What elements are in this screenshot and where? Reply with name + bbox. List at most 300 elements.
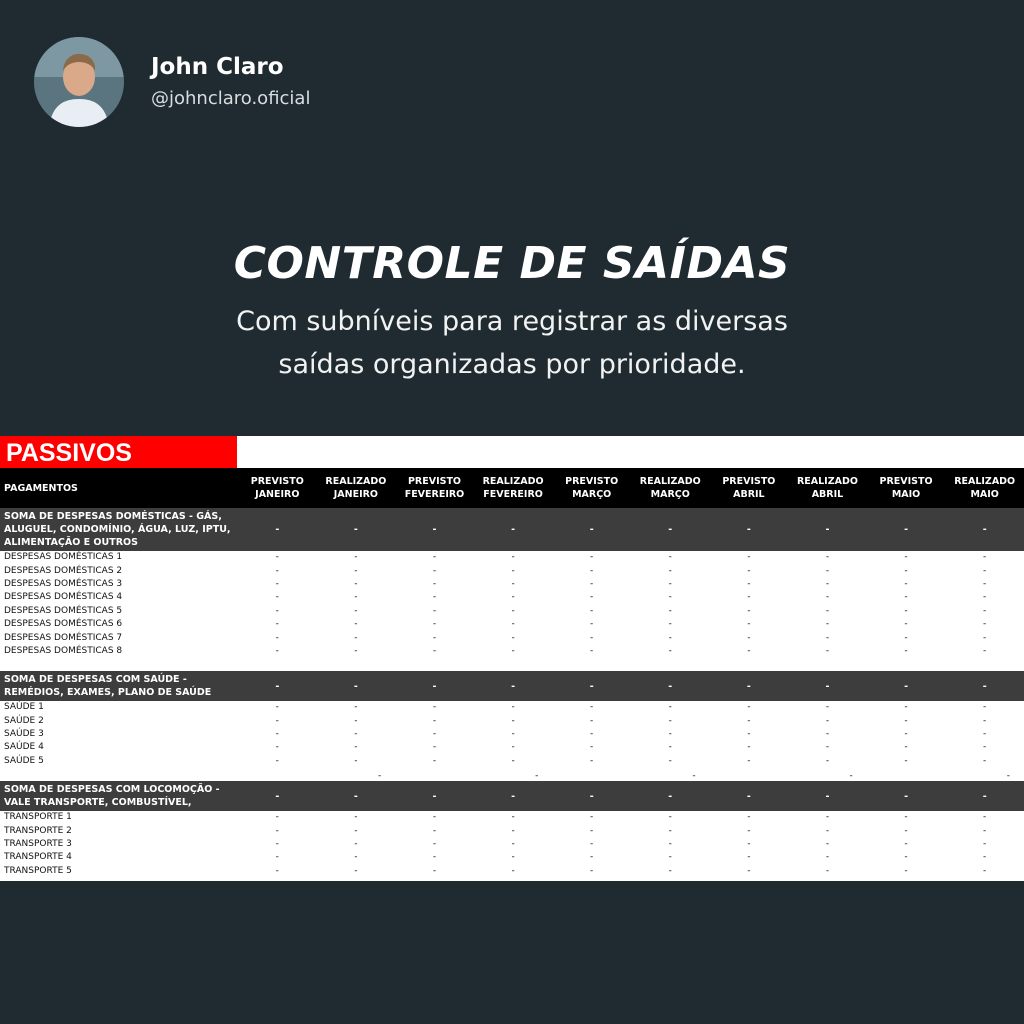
table-cell[interactable]: - <box>747 839 751 850</box>
table-cell[interactable]: - <box>354 605 358 616</box>
table-cell[interactable]: - <box>511 715 515 726</box>
sum-cell[interactable]: - <box>746 680 751 692</box>
table-row[interactable] <box>0 715 1024 728</box>
table-cell[interactable]: - <box>668 852 672 863</box>
table-cell[interactable]: - <box>354 592 358 603</box>
table-cell[interactable]: - <box>275 619 279 630</box>
spacer-cell <box>945 658 1024 671</box>
table-cell[interactable]: - <box>590 865 594 876</box>
table-cell[interactable]: - <box>275 812 279 823</box>
avatar <box>34 37 124 127</box>
table-cell[interactable]: - <box>511 865 515 876</box>
table-row[interactable] <box>0 551 1024 564</box>
table-cell[interactable]: - <box>354 812 358 823</box>
page-subtitle <box>0 300 1024 386</box>
sum-cell[interactable]: - <box>275 680 280 692</box>
sum-cell[interactable]: - <box>668 790 673 802</box>
table-row[interactable] <box>0 755 1024 768</box>
sum-cell[interactable]: - <box>982 790 987 802</box>
column-header: REALIZADO JANEIRO <box>325 476 387 500</box>
table-cell[interactable]: - <box>904 552 908 563</box>
table-row[interactable] <box>0 645 1024 658</box>
table-body <box>0 508 1024 878</box>
spacer-cell <box>395 658 474 671</box>
table-cell[interactable]: - <box>825 565 830 576</box>
table-cell[interactable]: - <box>275 755 279 766</box>
table-cell[interactable]: - <box>432 702 437 713</box>
table-cell[interactable]: - <box>825 839 830 850</box>
spacer-cell <box>710 658 789 671</box>
table-cell[interactable]: - <box>590 742 594 753</box>
table-cell[interactable]: - <box>747 825 751 836</box>
table-row[interactable] <box>0 591 1024 604</box>
profile-name: John Claro <box>151 54 284 80</box>
table-cell[interactable]: - <box>983 812 987 823</box>
table-cell[interactable]: - <box>275 565 279 576</box>
table-cell[interactable]: - <box>904 812 908 823</box>
table-cell[interactable]: - <box>275 702 279 713</box>
sum-row[interactable] <box>0 671 1024 701</box>
header-row <box>0 468 1024 508</box>
sum-cell[interactable]: - <box>353 524 358 535</box>
column-header: PREVISTO MARÇO <box>565 476 619 500</box>
table-cell[interactable]: - <box>983 619 987 630</box>
table-cell[interactable]: - <box>904 645 908 656</box>
row-label: SAÚDE 2 <box>4 715 44 726</box>
table-cell[interactable]: - <box>747 632 751 643</box>
table-cell[interactable]: - <box>590 592 594 603</box>
table-cell[interactable]: - <box>825 592 830 603</box>
row-label: DESPESAS DOMÉSTICAS 3 <box>4 578 123 589</box>
spacer-cell <box>0 768 238 781</box>
spacer-cell: - <box>692 771 696 782</box>
column-header: REALIZADO MARÇO <box>639 476 701 500</box>
spacer-cell <box>867 768 946 781</box>
table-row[interactable] <box>0 824 1024 837</box>
table-cell[interactable]: - <box>432 865 437 876</box>
sum-cell[interactable]: - <box>511 790 516 802</box>
table-cell[interactable]: - <box>511 632 515 643</box>
table-cell[interactable]: - <box>747 865 751 876</box>
table-cell[interactable]: - <box>590 632 594 643</box>
table-cell[interactable]: - <box>983 729 987 740</box>
table-cell[interactable]: - <box>747 812 751 823</box>
table-cell[interactable]: - <box>275 578 279 589</box>
row-label: TRANSPORTE 5 <box>4 865 72 876</box>
table-cell[interactable]: - <box>511 825 515 836</box>
table-row[interactable] <box>0 811 1024 824</box>
table-row[interactable] <box>0 631 1024 644</box>
spreadsheet <box>0 436 1024 881</box>
expenses-table <box>0 468 1024 878</box>
table-cell[interactable]: - <box>904 578 908 589</box>
row-label: SAÚDE 4 <box>4 742 44 753</box>
table-cell[interactable]: - <box>747 552 751 563</box>
table-cell[interactable]: - <box>668 755 672 766</box>
profile-handle: @johnclaro.oficial <box>151 88 311 109</box>
table-cell[interactable]: - <box>275 552 279 563</box>
table-cell[interactable]: - <box>747 715 751 726</box>
table-cell[interactable]: - <box>354 552 358 563</box>
table-cell[interactable]: - <box>747 592 751 603</box>
table-cell[interactable]: - <box>590 852 594 863</box>
table-cell[interactable]: - <box>511 578 515 589</box>
table-cell[interactable]: - <box>511 619 515 630</box>
sum-row[interactable] <box>0 508 1024 551</box>
sum-cell[interactable]: - <box>825 524 830 535</box>
table-row[interactable] <box>0 578 1024 591</box>
column-header: REALIZADO ABRIL <box>796 476 858 500</box>
table-cell[interactable]: - <box>825 812 830 823</box>
table-cell[interactable]: - <box>590 812 594 823</box>
table-cell[interactable]: - <box>668 839 672 850</box>
table-cell[interactable]: - <box>354 839 358 850</box>
table-cell[interactable]: - <box>590 715 594 726</box>
row-label: SAÚDE 5 <box>4 755 44 766</box>
table-cell[interactable]: - <box>275 865 279 876</box>
table-cell[interactable]: - <box>511 755 515 766</box>
table-cell[interactable]: - <box>668 565 672 576</box>
table-cell[interactable]: - <box>983 565 987 576</box>
table-cell[interactable]: - <box>983 865 987 876</box>
table-cell[interactable]: - <box>354 852 358 863</box>
table-cell[interactable]: - <box>983 645 987 656</box>
table-cell[interactable]: - <box>983 632 987 643</box>
table-cell[interactable]: - <box>668 865 672 876</box>
table-cell[interactable]: - <box>983 552 987 563</box>
table-cell[interactable]: - <box>275 645 279 656</box>
sum-cell[interactable]: - <box>511 680 516 692</box>
table-cell[interactable]: - <box>983 605 987 616</box>
table-cell[interactable]: - <box>590 605 594 616</box>
table-row[interactable] <box>0 618 1024 631</box>
table-cell[interactable]: - <box>668 605 672 616</box>
table-row[interactable] <box>0 728 1024 741</box>
sum-cell[interactable]: - <box>668 524 673 535</box>
table-cell[interactable]: - <box>432 619 437 630</box>
table-cell[interactable]: - <box>354 755 358 766</box>
table-cell[interactable]: - <box>747 852 751 863</box>
table-cell[interactable]: - <box>825 852 830 863</box>
table-row[interactable] <box>0 701 1024 714</box>
sum-cell[interactable]: - <box>589 524 594 535</box>
sum-cell[interactable]: - <box>982 524 987 535</box>
row-label: DESPESAS DOMÉSTICAS 5 <box>4 605 123 616</box>
table-cell[interactable]: - <box>432 632 437 643</box>
spacer-cell: - <box>1006 771 1010 782</box>
table-cell[interactable]: - <box>983 592 987 603</box>
spacer-cell <box>867 658 946 671</box>
table-cell[interactable]: - <box>904 702 908 713</box>
spacer-cell <box>788 658 867 671</box>
sum-cell[interactable]: - <box>746 524 751 535</box>
table-cell[interactable]: - <box>825 552 830 563</box>
spacer-cell <box>395 768 474 781</box>
table-cell[interactable]: - <box>432 715 437 726</box>
table-cell[interactable]: - <box>983 715 987 726</box>
table-cell[interactable]: - <box>825 865 830 876</box>
row-label: SAÚDE 1 <box>4 702 44 713</box>
table-cell[interactable]: - <box>983 852 987 863</box>
table-cell[interactable]: - <box>275 715 279 726</box>
table-cell[interactable]: - <box>511 605 515 616</box>
table-cell[interactable]: - <box>825 619 830 630</box>
table-cell[interactable]: - <box>904 865 908 876</box>
table-row[interactable] <box>0 865 1024 878</box>
table-cell[interactable]: - <box>825 729 830 740</box>
table-cell[interactable]: - <box>747 702 751 713</box>
table-cell[interactable]: - <box>511 592 515 603</box>
spacer-cell <box>552 658 631 671</box>
table-cell[interactable]: - <box>904 755 908 766</box>
table-cell[interactable]: - <box>432 552 437 563</box>
table-cell[interactable]: - <box>904 605 908 616</box>
table-cell[interactable]: - <box>904 592 908 603</box>
table-cell[interactable]: - <box>432 742 437 753</box>
column-header: PREVISTO ABRIL <box>722 476 776 500</box>
table-cell[interactable]: - <box>432 755 437 766</box>
row-label: DESPESAS DOMÉSTICAS 6 <box>4 619 123 630</box>
table-cell[interactable]: - <box>590 552 594 563</box>
column-header: PREVISTO FEVEREIRO <box>404 476 465 500</box>
spacer-cell <box>631 658 710 671</box>
row-label: TRANSPORTE 2 <box>4 825 72 836</box>
table-cell[interactable]: - <box>590 645 594 656</box>
column-header: REALIZADO MAIO <box>954 476 1016 500</box>
table-cell[interactable]: - <box>747 565 751 576</box>
table-cell[interactable]: - <box>354 702 358 713</box>
table-row[interactable] <box>0 564 1024 577</box>
spacer-row <box>0 658 1024 671</box>
sum-cell[interactable]: - <box>904 790 909 802</box>
table-row[interactable] <box>0 851 1024 864</box>
table-cell[interactable]: - <box>590 702 594 713</box>
table-cell[interactable]: - <box>825 755 830 766</box>
row-label: DESPESAS DOMÉSTICAS 4 <box>4 592 123 603</box>
sum-cell[interactable]: - <box>432 524 437 535</box>
table-cell[interactable]: - <box>904 825 908 836</box>
table-cell[interactable]: - <box>747 729 751 740</box>
spacer-row <box>0 768 1024 781</box>
profile <box>34 37 310 127</box>
column-header: PREVISTO JANEIRO <box>250 476 304 500</box>
table-cell[interactable]: - <box>668 825 672 836</box>
table-row[interactable] <box>0 605 1024 618</box>
table-cell[interactable]: - <box>825 632 830 643</box>
spacer-cell <box>474 658 553 671</box>
table-cell[interactable]: - <box>511 852 515 863</box>
table-cell[interactable]: - <box>354 578 358 589</box>
sum-cell[interactable]: - <box>589 680 594 692</box>
table-cell[interactable]: - <box>590 565 594 576</box>
table-cell[interactable]: - <box>275 825 279 836</box>
table-cell[interactable]: - <box>432 605 437 616</box>
sheet-title: PASSIVOS <box>0 436 237 468</box>
table-cell[interactable]: - <box>432 565 437 576</box>
sum-cell[interactable]: - <box>904 680 909 692</box>
table-cell[interactable]: - <box>825 578 830 589</box>
table-cell[interactable]: - <box>590 729 594 740</box>
table-cell[interactable]: - <box>590 578 594 589</box>
table-cell[interactable]: - <box>432 852 437 863</box>
table-cell[interactable]: - <box>275 592 279 603</box>
spacer-cell <box>710 768 789 781</box>
table-cell[interactable]: - <box>275 729 279 740</box>
table-cell[interactable]: - <box>432 729 437 740</box>
sum-cell[interactable]: - <box>275 524 280 535</box>
person-photo-icon <box>34 37 124 127</box>
table-cell[interactable]: - <box>354 619 358 630</box>
table-cell[interactable]: - <box>747 755 751 766</box>
sum-cell[interactable]: - <box>432 680 437 692</box>
sum-cell[interactable]: - <box>275 790 280 802</box>
spacer-cell <box>552 768 631 781</box>
table-cell[interactable]: - <box>354 645 358 656</box>
table-cell[interactable]: - <box>668 578 672 589</box>
table-cell[interactable]: - <box>983 702 987 713</box>
spacer-cell <box>0 658 238 671</box>
sum-cell[interactable]: - <box>511 524 516 535</box>
table-cell[interactable]: - <box>747 605 751 616</box>
table-cell[interactable]: - <box>432 812 437 823</box>
row-label: DESPESAS DOMÉSTICAS 2 <box>4 565 123 576</box>
spacer-cell <box>238 768 317 781</box>
sum-cell[interactable]: - <box>825 680 830 692</box>
table-cell[interactable]: - <box>904 839 908 850</box>
table-cell[interactable]: - <box>354 729 358 740</box>
table-cell[interactable]: - <box>983 742 987 753</box>
sum-cell[interactable]: - <box>904 524 909 535</box>
spacer-cell <box>238 658 317 671</box>
table-cell[interactable]: - <box>904 632 908 643</box>
table-cell[interactable]: - <box>747 742 751 753</box>
sum-cell[interactable]: - <box>353 790 358 802</box>
page-title: CONTROLE DE SAÍDAS <box>233 238 791 289</box>
row-label: DESPESAS DOMÉSTICAS 1 <box>4 552 123 563</box>
table-cell[interactable]: - <box>747 578 751 589</box>
table-cell[interactable]: - <box>275 605 279 616</box>
table-cell[interactable]: - <box>668 645 672 656</box>
table-cell[interactable]: - <box>511 702 515 713</box>
table-cell[interactable]: - <box>511 839 515 850</box>
table-cell[interactable]: - <box>354 565 358 576</box>
table-cell[interactable]: - <box>668 552 672 563</box>
table-cell[interactable]: - <box>511 645 515 656</box>
table-cell[interactable]: - <box>904 729 908 740</box>
column-header-pagamentos: PAGAMENTOS <box>4 482 78 494</box>
table-cell[interactable]: - <box>747 645 751 656</box>
table-cell[interactable]: - <box>825 825 830 836</box>
table-cell[interactable]: - <box>354 742 358 753</box>
table-cell[interactable]: - <box>668 729 672 740</box>
sum-cell[interactable]: - <box>982 680 987 692</box>
column-header: REALIZADO FEVEREIRO <box>482 476 544 500</box>
table-cell[interactable]: - <box>825 605 830 616</box>
sum-cell[interactable]: - <box>668 680 673 692</box>
table-cell[interactable]: - <box>668 715 672 726</box>
table-row[interactable] <box>0 838 1024 851</box>
table-cell[interactable]: - <box>904 619 908 630</box>
table-cell[interactable]: - <box>354 865 358 876</box>
table-cell[interactable]: - <box>668 742 672 753</box>
subtitle-line-2: saídas organizadas por prioridade. <box>278 349 746 380</box>
spacer-cell: - <box>377 771 382 782</box>
sum-row-label: SOMA DE DESPESAS COM LOCOMOÇÃO - VALE TRANSPORTE, COMBUSTÍVEL, <box>4 784 220 809</box>
sum-cell[interactable]: - <box>746 790 751 802</box>
spacer-cell: - <box>849 771 853 782</box>
sum-row-label: SOMA DE DESPESAS DOMÉSTICAS - GÁS, ALUGUEL, CONDOMÍNIO, ÁGUA, LUZ, IPTU, ALIMENTAÇÃO E OUTROS <box>4 511 231 548</box>
table-cell[interactable]: - <box>983 755 987 766</box>
row-label: DESPESAS DOMÉSTICAS 7 <box>4 632 123 643</box>
table-cell[interactable]: - <box>275 742 279 753</box>
table-cell[interactable]: - <box>590 619 594 630</box>
table-cell[interactable]: - <box>354 632 358 643</box>
spacer-cell: - <box>535 771 539 782</box>
table-cell[interactable]: - <box>511 729 515 740</box>
table-cell[interactable]: - <box>825 645 830 656</box>
table-cell[interactable]: - <box>668 632 672 643</box>
table-cell[interactable]: - <box>432 825 437 836</box>
table-cell[interactable]: - <box>668 619 672 630</box>
table-cell[interactable]: - <box>511 742 515 753</box>
table-cell[interactable]: - <box>983 825 987 836</box>
table-cell[interactable]: - <box>432 645 437 656</box>
table-cell[interactable]: - <box>432 578 437 589</box>
table-cell[interactable]: - <box>904 742 908 753</box>
row-label: TRANSPORTE 3 <box>4 839 72 850</box>
table-cell[interactable]: - <box>511 552 515 563</box>
spacer-cell <box>317 658 396 671</box>
table-cell[interactable]: - <box>904 715 908 726</box>
table-cell[interactable]: - <box>904 852 908 863</box>
table-cell[interactable]: - <box>668 592 672 603</box>
table-cell[interactable]: - <box>590 839 594 850</box>
table-cell[interactable]: - <box>275 852 279 863</box>
table-cell[interactable]: - <box>904 565 908 576</box>
table-cell[interactable]: - <box>825 702 830 713</box>
column-header: PREVISTO MAIO <box>879 476 933 500</box>
sum-cell[interactable]: - <box>825 790 830 802</box>
table-cell[interactable]: - <box>747 619 751 630</box>
table-cell[interactable]: - <box>354 825 358 836</box>
sum-cell[interactable]: - <box>589 790 594 802</box>
table-cell[interactable]: - <box>511 812 515 823</box>
sum-row[interactable] <box>0 781 1024 811</box>
table-cell[interactable]: - <box>668 812 672 823</box>
table-cell[interactable]: - <box>590 825 594 836</box>
table-cell[interactable]: - <box>825 715 830 726</box>
row-label: TRANSPORTE 1 <box>4 812 72 823</box>
row-label: DESPESAS DOMÉSTICAS 8 <box>4 645 123 656</box>
table-cell[interactable]: - <box>432 839 437 850</box>
table-cell[interactable]: - <box>275 839 279 850</box>
table-cell[interactable]: - <box>354 715 358 726</box>
sum-cell[interactable]: - <box>353 680 358 692</box>
row-label: SAÚDE 3 <box>4 729 44 740</box>
table-cell[interactable]: - <box>511 565 515 576</box>
table-cell[interactable]: - <box>668 702 672 713</box>
table-cell[interactable]: - <box>275 632 279 643</box>
table-cell[interactable]: - <box>983 578 987 589</box>
table-cell[interactable]: - <box>983 839 987 850</box>
table-cell[interactable]: - <box>590 755 594 766</box>
sum-cell[interactable]: - <box>432 790 437 802</box>
table-cell[interactable]: - <box>432 592 437 603</box>
subtitle-line-1: Com subníveis para registrar as diversas <box>236 306 788 337</box>
table-row[interactable] <box>0 741 1024 754</box>
sum-row-label: SOMA DE DESPESAS COM SAÚDE - REMÉDIOS, EXAMES, PLANO DE SAÚDE <box>4 674 212 699</box>
table-cell[interactable]: - <box>825 742 830 753</box>
